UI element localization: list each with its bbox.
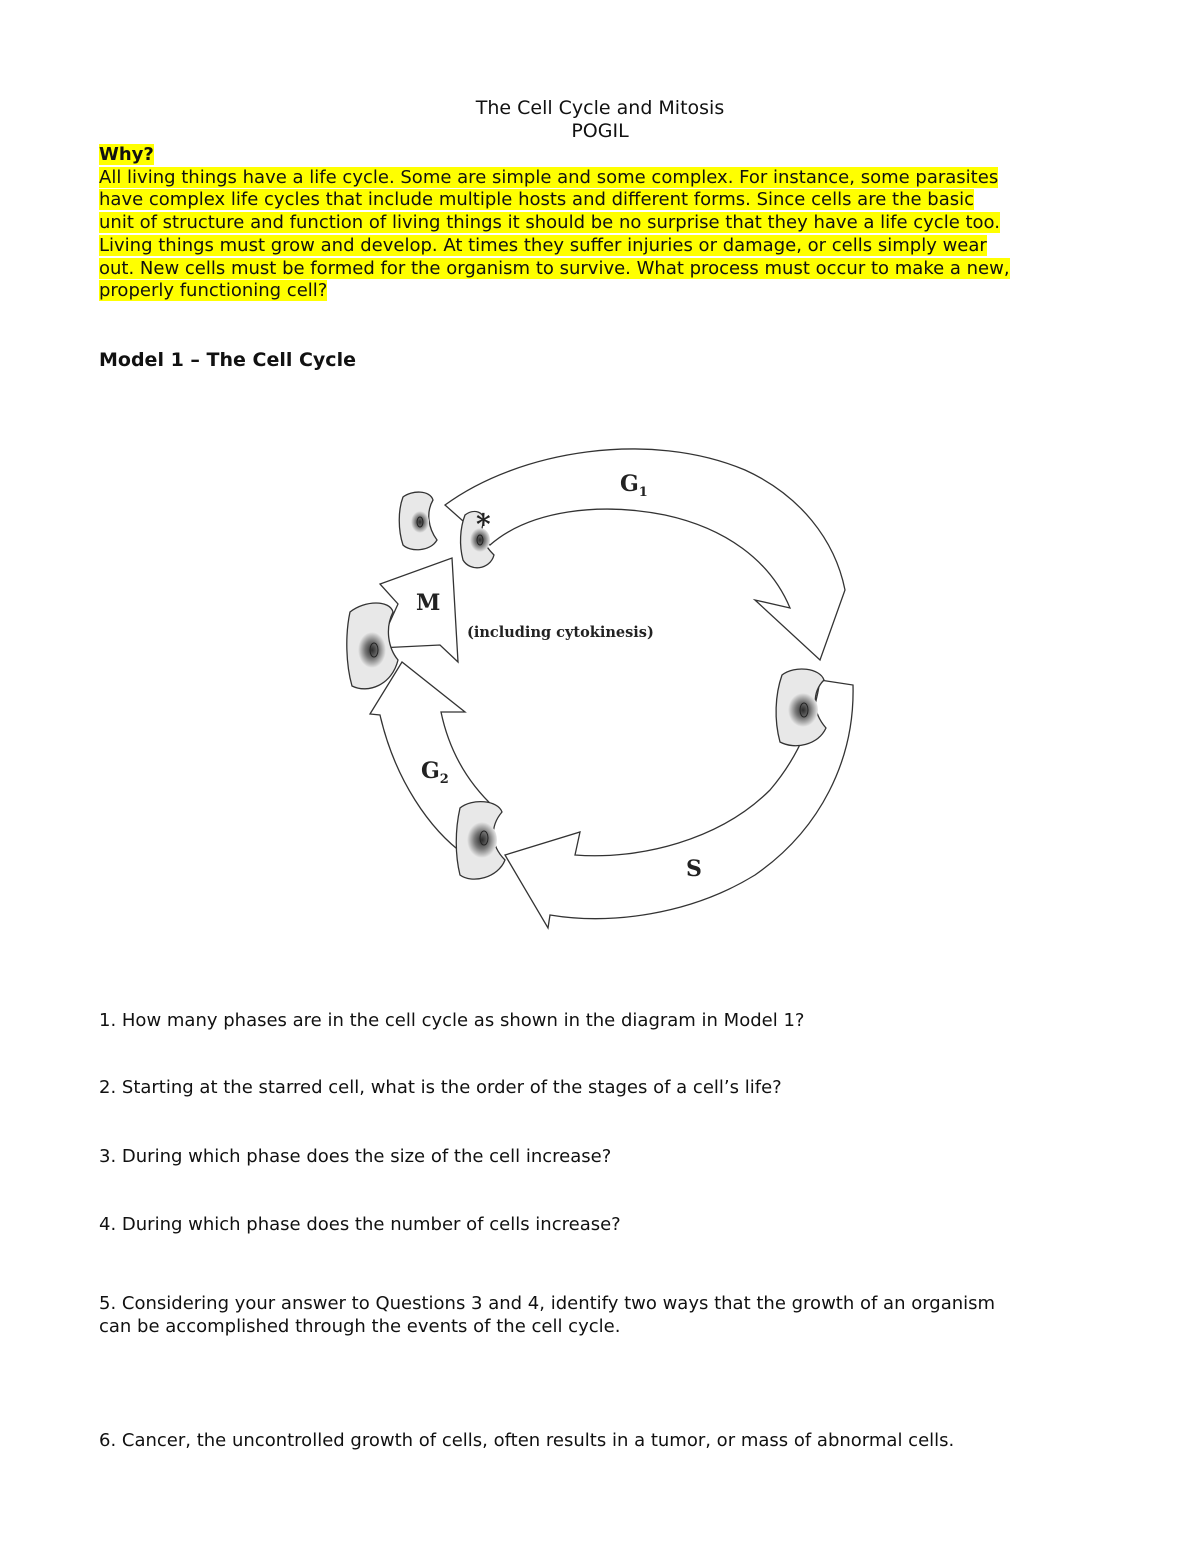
question-3: 3. During which phase does the size of the cell increase? — [99, 1146, 612, 1167]
why-line: out. New cells must be formed for the organism to survive. What process must occur to make a new, — [99, 257, 1010, 279]
m-note: (including cytokinesis) — [467, 624, 654, 641]
m-label: M — [416, 590, 441, 616]
why-line: Living things must grow and develop. At times they suffer injuries or damage, or cells simply wear — [99, 234, 987, 256]
document-title: The Cell Cycle and Mitosis — [475, 97, 725, 119]
g1-subscript: 1 — [638, 485, 648, 500]
g2-letter: G — [421, 758, 440, 784]
s-label: S — [686, 856, 702, 882]
question-5-line-2: can be accomplished through the events of the cell cycle. — [99, 1316, 621, 1337]
question-4: 4. During which phase does the number of cells increase? — [99, 1214, 621, 1235]
model-heading: Model 1 – The Cell Cycle — [99, 349, 356, 371]
title-block — [0, 97, 1200, 143]
why-section — [99, 144, 1109, 303]
g2-subscript: 2 — [439, 772, 449, 787]
cell-g2 — [456, 802, 505, 880]
document-subtitle: POGIL — [571, 120, 629, 142]
why-line: have complex life cycles that include multiple hosts and different forms. Since cells are the basic — [99, 189, 975, 211]
why-line: unit of structure and function of living things it should be no surprise that they have a life cycle too. — [99, 212, 1000, 234]
cell-top-left — [399, 492, 437, 550]
star-marker: * — [476, 508, 491, 541]
question-5-line-1: 5. Considering your answer to Questions 3 and 4, identify two ways that the growth of an organism — [99, 1293, 996, 1314]
why-line: properly functioning cell? — [99, 280, 328, 302]
question-1: 1. How many phases are in the cell cycle as shown in the diagram in Model 1? — [99, 1010, 805, 1031]
cell-cycle-diagram — [330, 430, 870, 940]
question-2: 2. Starting at the starred cell, what is the order of the stages of a cell’s life? — [99, 1077, 782, 1098]
why-heading: Why? — [99, 144, 154, 165]
why-line: All living things have a life cycle. Some are simple and some complex. For instance, some parasites — [99, 166, 999, 188]
g1-letter: G — [620, 471, 639, 497]
cell-m-phase — [347, 603, 398, 689]
question-6: 6. Cancer, the uncontrolled growth of cells, often results in a tumor, or mass of abnormal cells. — [99, 1430, 955, 1451]
